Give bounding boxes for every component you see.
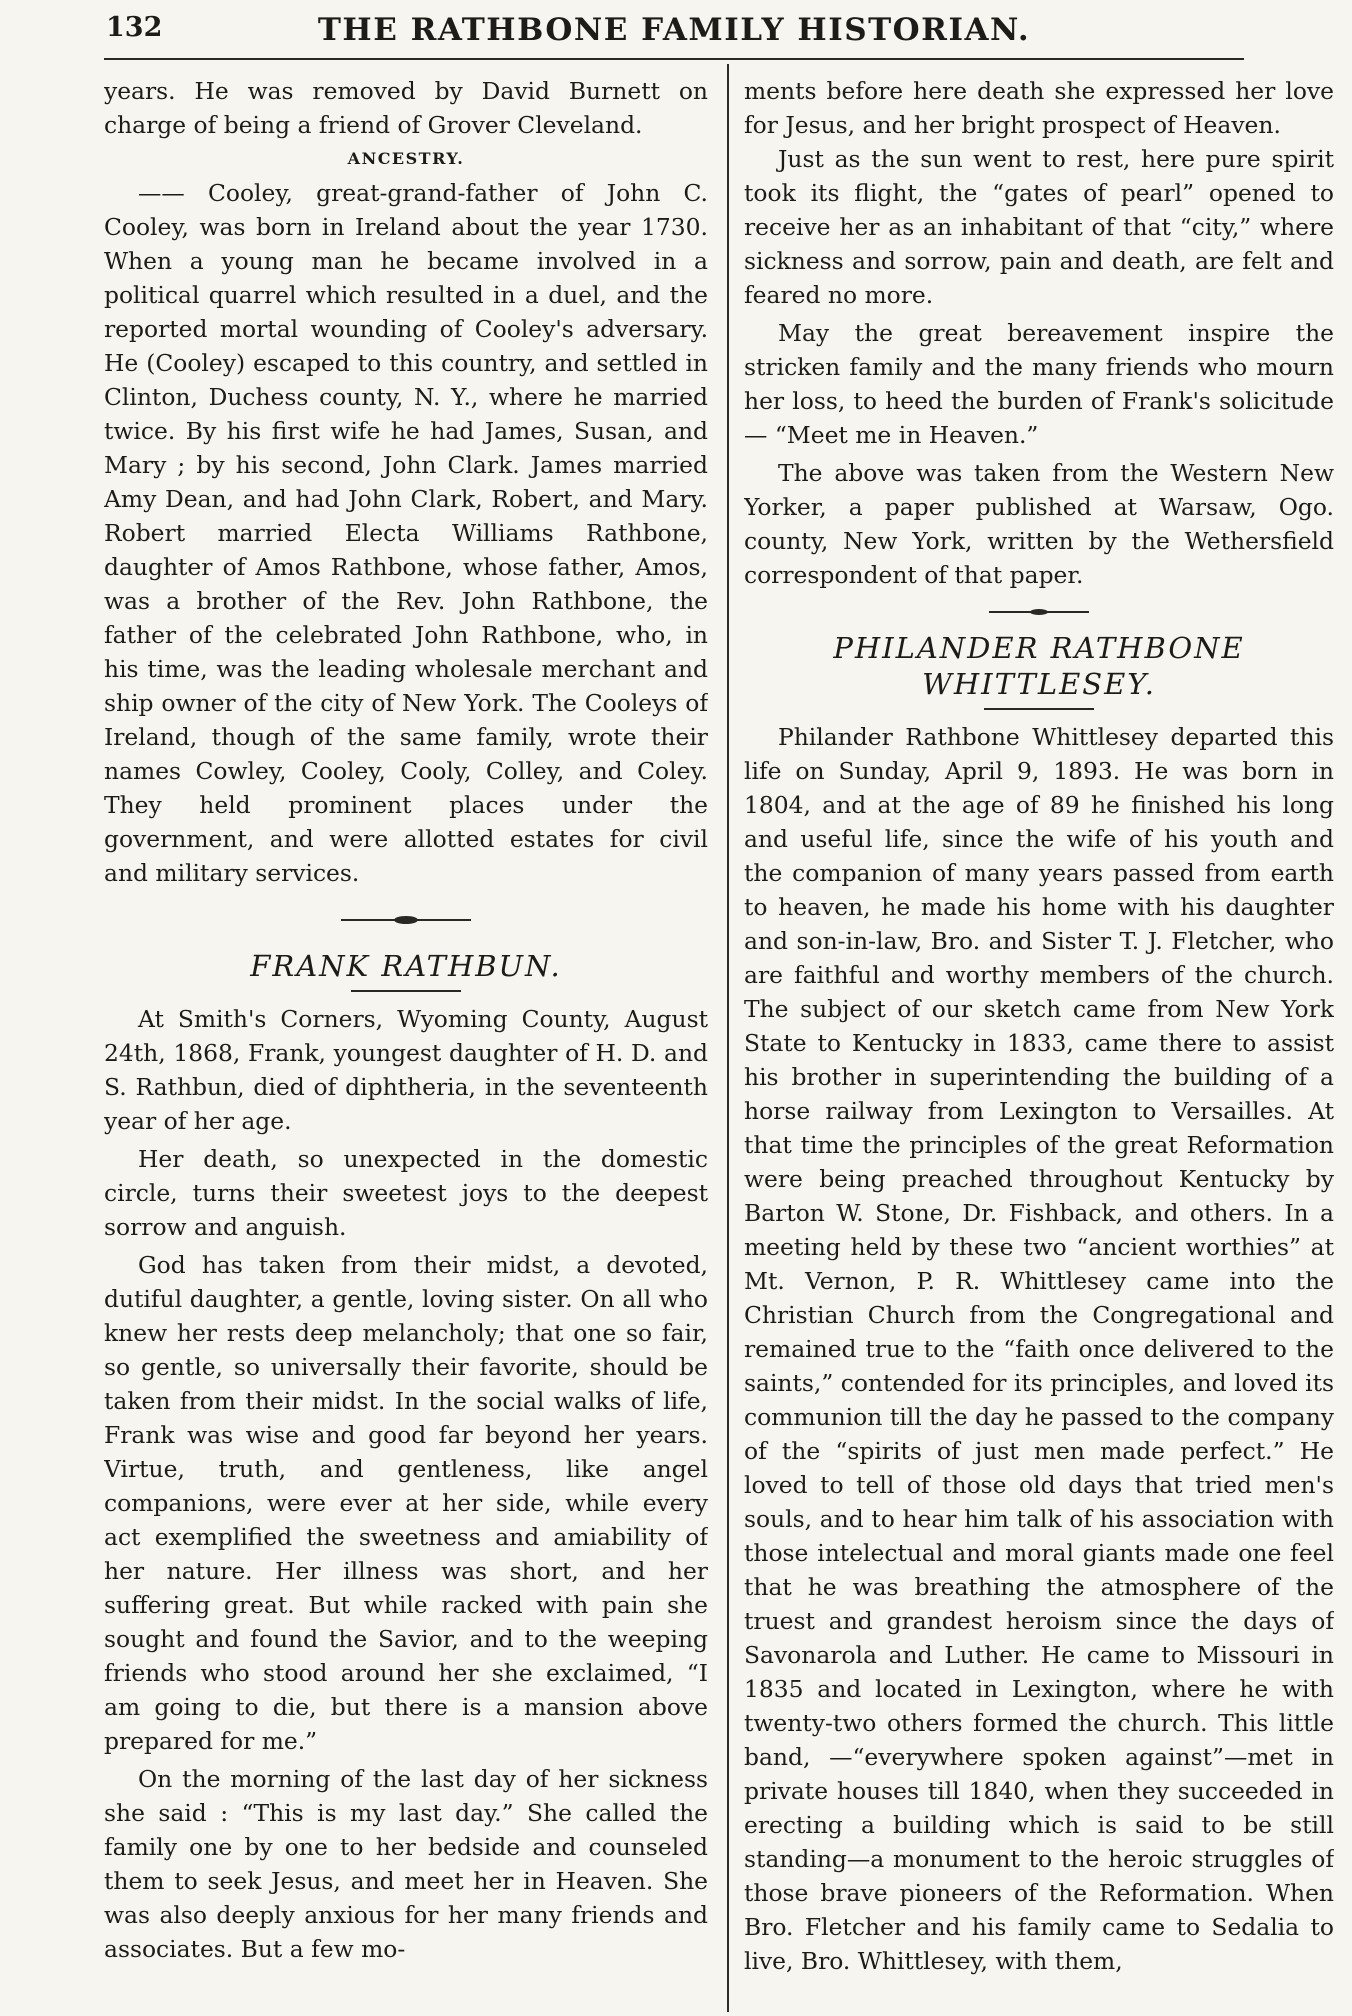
title-underline bbox=[984, 708, 1094, 710]
paragraph-frank-grief: Her death, so unexpected in the domestic circle, turns their sweetest joys to the deepest sorrow and anguish. bbox=[104, 1145, 708, 1241]
paragraph-removal-note: years. He was removed by David Burnett on charge of being a friend of Grover Cleveland. bbox=[104, 77, 708, 139]
ornament-rule-icon bbox=[341, 914, 471, 926]
title-underline bbox=[351, 990, 461, 992]
column-divider bbox=[727, 64, 729, 2012]
article-title-frank-rathbun: FRANK RATHBUN. bbox=[250, 949, 562, 983]
running-title: THE RATHBONE FAMILY HISTORIAN. bbox=[317, 12, 1031, 48]
paragraph-frank-bereavement: May the great bereavement inspire the stricken family and the many friends who mourn her loss, to heed the burden of Frank's solicitude— “Meet me in Heaven.” bbox=[744, 319, 1334, 449]
left-column bbox=[104, 74, 708, 2012]
paragraph-frank-character: God has taken from their midst, a devoted, dutiful daughter, a gentle, loving sister. On all who knew her rests deep melancholy; that one so fair, so gentle, so universally their favorite, should be taken from their midst. In the social walks of life, Frank was wise and good far beyond her years. Virtue, truth, and gentleness, like angel companions, were ever at her side, while every act exemplified the sweetness and amiability of her nature. Her illness was short, and her suffering great. But while racked with pain she sought and found the Savior, and to the weeping friends who stood around her she exclaimed, “I am going to die, but there is a mansion above prepared for me.” bbox=[104, 1251, 708, 1755]
paragraph-frank-continued: ments before here death she expressed her love for Jesus, and her bright prospect of Heaven. bbox=[744, 77, 1334, 139]
page-header bbox=[104, 8, 1244, 60]
paragraph-whittlesey-obituary: Philander Rathbone Whittlesey departed this life on Sunday, April 9, 1893. He was born in 1804, and at the age of 89 he finished his long and useful life, since the wife of his youth and the companion of many years passed from earth to heaven, he made his home with his daughter and son-in-law, Bro. and Sister T. J. Fletcher, who are faithful and worthy members of the church. The subject of our sketch came from New York State to Kentucky in 1833, came there to assist his brother in superintending the building of a horse railway from Lexington to Versailles. At that time the principles of the great Reformation were being preached throughout Kentucky by Barton W. Stone, Dr. Fishback, and others. In a meeting held by these two “ancient worthies” at Mt. Vernon, P. R. Whittlesey came into the Christian Church from the Congregational and remained true to the “faith once delivered to the saints,” contended for its principles, and loved its communion till the day he passed to the company of the “spirits of just men made perfect.” He loved to tell of those old days that tried men's souls, and to hear him talk of his association with those intelectual and moral giants made one feel that he was breathing the atmosphere of the truest and grandest heroism since the days of Savonarola and Luther. He came to Missouri in 1835 and located in Lexington, where he with twenty-two others formed the church. This little band, —“everywhere spoken against”—met in private houses till 1840, when they succeeded in erecting a building which is said to be still standing—a monument to the heroic struggles of those brave pioneers of the Reformation. When Bro. Fletcher and his family came to Sedalia to live, Bro. Whittlesey, with them, bbox=[744, 723, 1334, 1975]
paragraph-source-note: The above was taken from the Western New Yorker, a paper published at Warsaw, Ogo. county, New York, written by the Wethersfield correspondent of that paper. bbox=[744, 459, 1334, 589]
paragraph-frank-passing: Just as the sun went to rest, here pure spirit took its flight, the “gates of pearl” opened to receive her as an inhabitant of that “city,” where sickness and sorrow, pain and death, are felt and feared no more. bbox=[744, 145, 1334, 309]
article-title-whittlesey-line2: WHITTLESEY. bbox=[922, 667, 1156, 701]
ancestry-heading: ANCESTRY. bbox=[347, 149, 465, 168]
section-divider-ornament-right bbox=[744, 594, 1334, 630]
ornament-rule-icon bbox=[989, 607, 1089, 617]
article-title-whittlesey-line1: PHILANDER RATHBONE bbox=[833, 631, 1245, 665]
right-column bbox=[744, 74, 1334, 2012]
page-number: 132 bbox=[106, 12, 163, 43]
paragraph-frank-last-day: On the morning of the last day of her sickness she said : “This is my last day.” She called the family one by one to her bedside and counseled them to seek Jesus, and meet her in Heaven. She was also deeply anxious for her many friends and associates. But a few mo- bbox=[104, 1765, 708, 1963]
section-divider-ornament bbox=[104, 902, 708, 938]
paragraph-frank-death: At Smith's Corners, Wyoming County, August 24th, 1868, Frank, youngest daughter of H. D. and S. Rathbun, died of diphtheria, in the seventeenth year of her age. bbox=[104, 1005, 708, 1135]
paragraph-cooley-ancestry: —— Cooley, great-grand-father of John C. Cooley, was born in Ireland about the year 1730. When a young man he became involved in a political quarrel which resulted in a duel, and the reported mortal wounding of Cooley's adversary. He (Cooley) escaped to this country, and settled in Clinton, Duchess county, N. Y., where he married twice. By his first wife he had James, Susan, and Mary ; by his second, John Clark. James married Amy Dean, and had John Clark, Robert, and Mary. Robert married Electa Williams Rathbone, daughter of Amos Rathbone, whose father, Amos, was a brother of the Rev. John Rathbone, the father of the celebrated John Rathbone, who, in his time, was the leading wholesale merchant and ship owner of the city of New York. The Cooleys of Ireland, though of the same family, wrote their names Cowley, Cooley, Cooly, Colley, and Coley. They held prominent places under the government, and were allotted estates for civil and military services. bbox=[104, 179, 708, 887]
